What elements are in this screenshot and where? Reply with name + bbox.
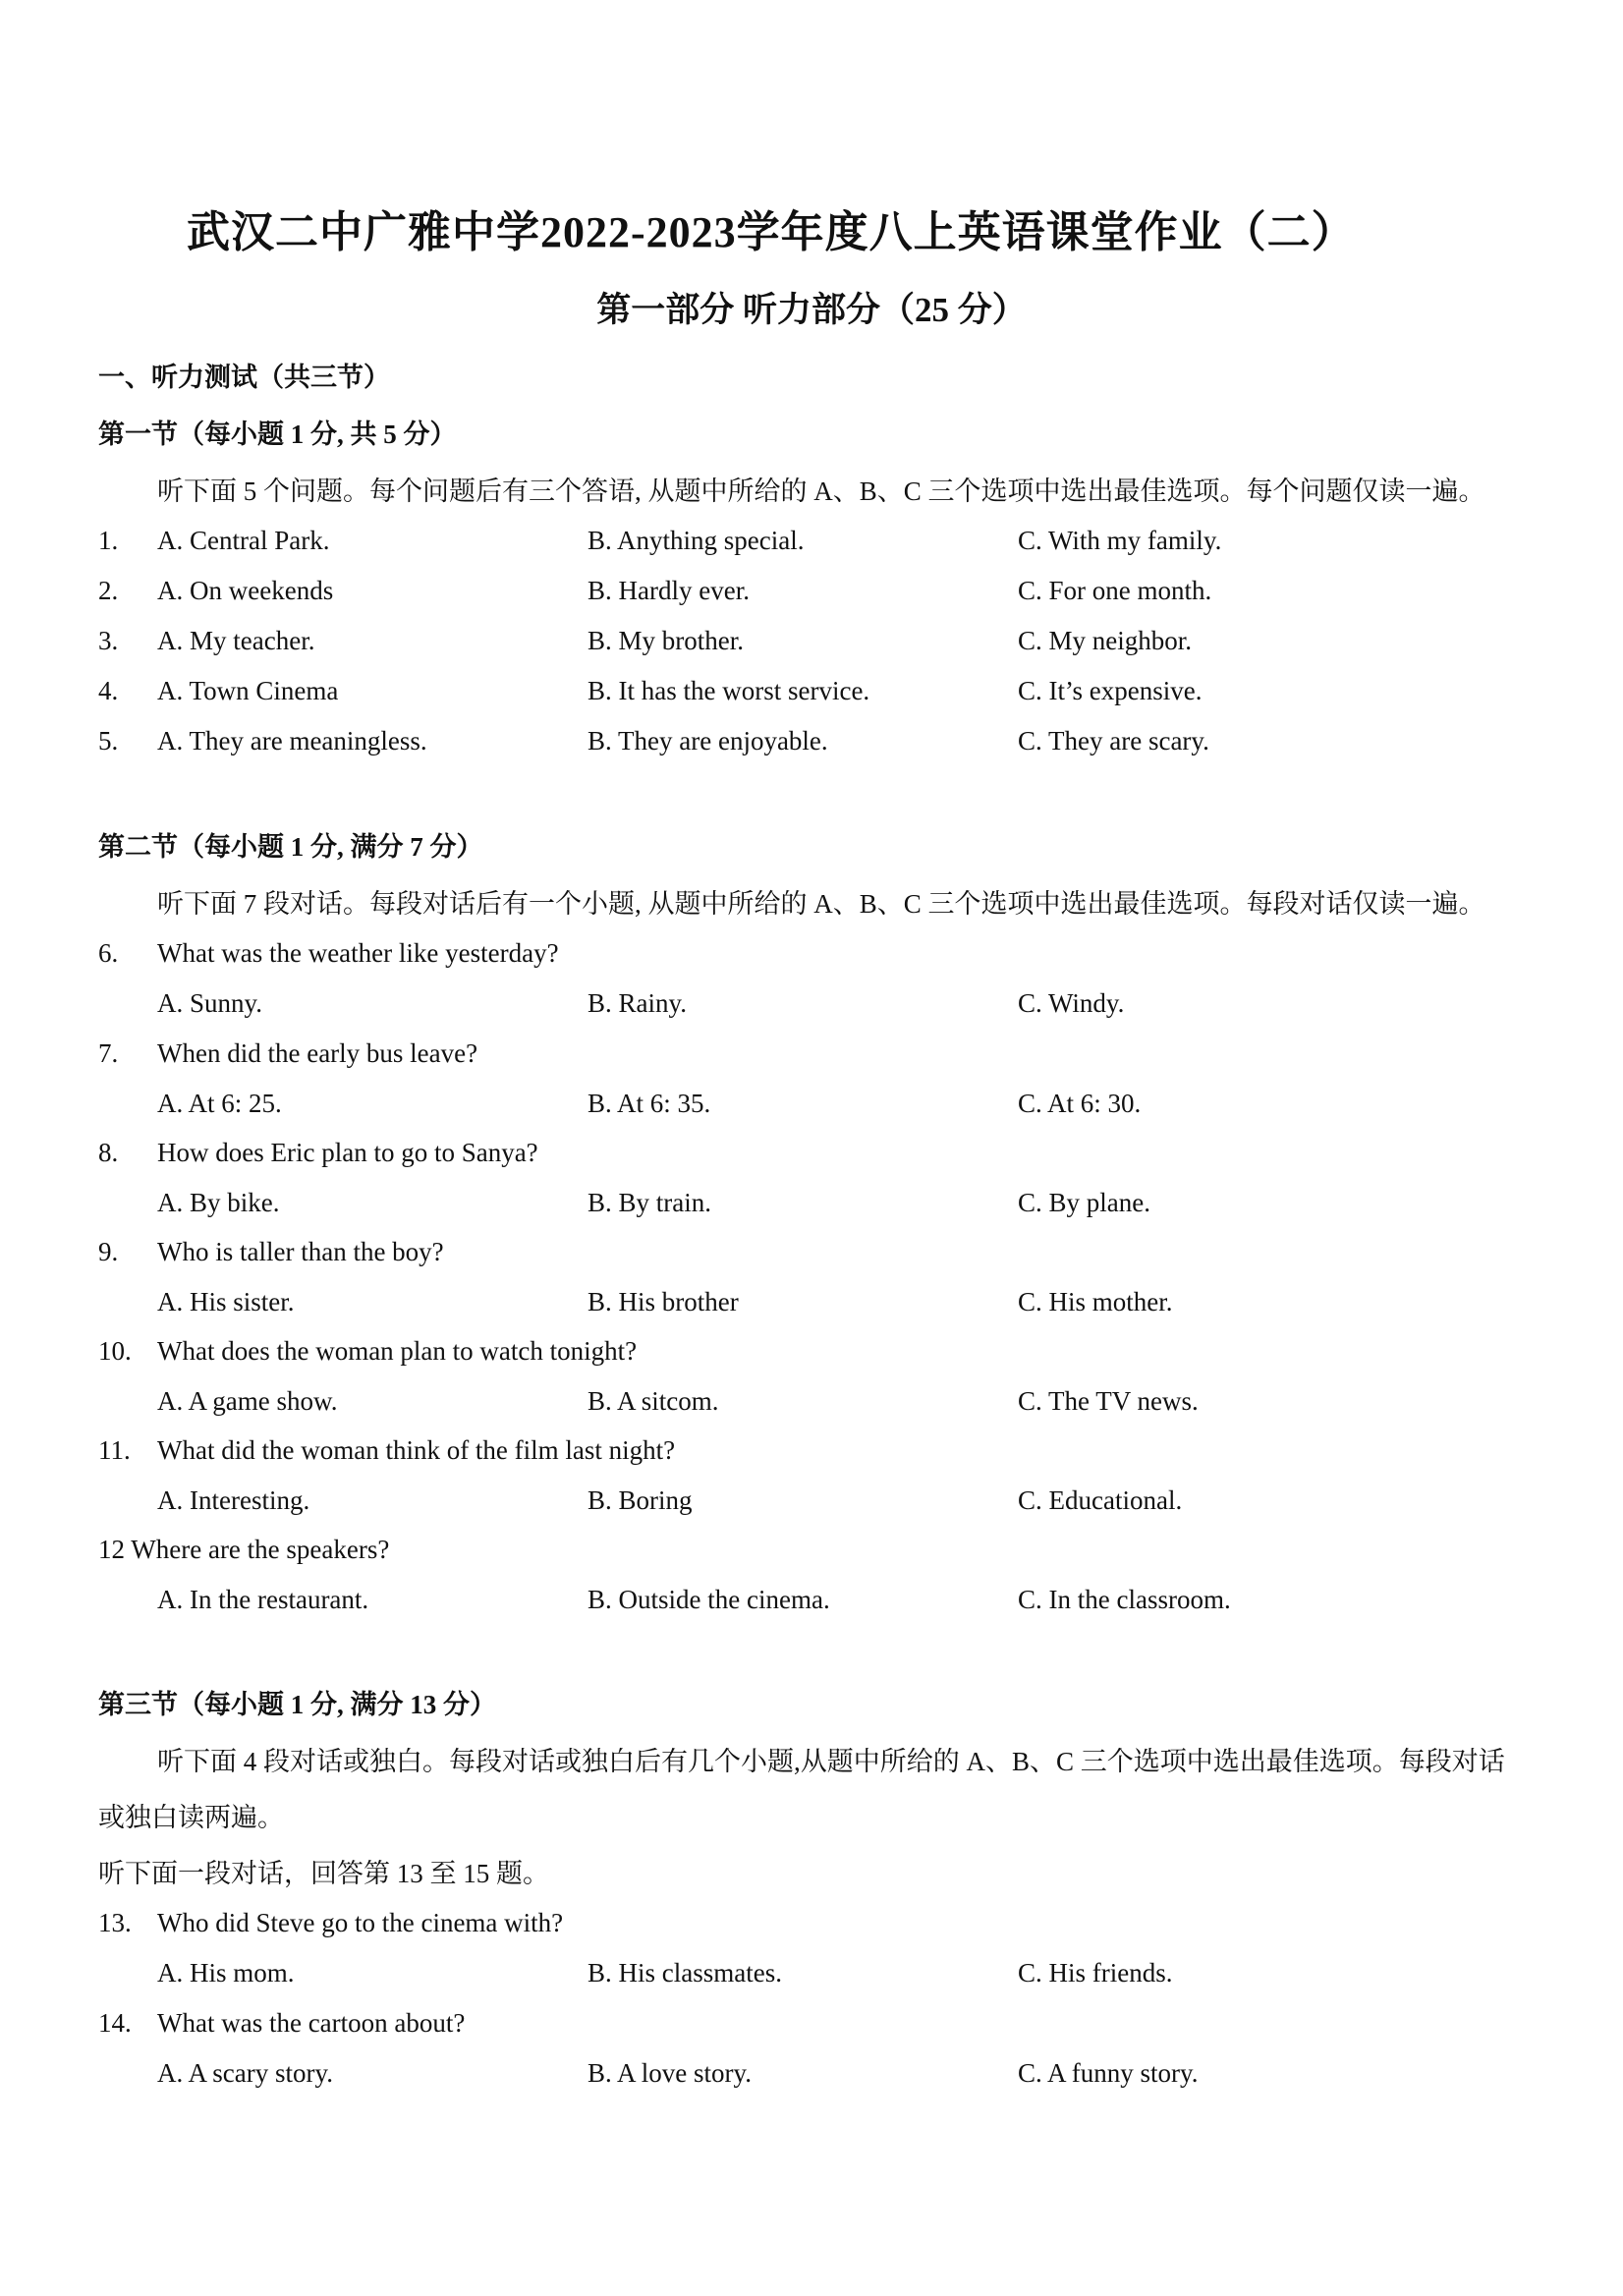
- section1-heading: 第一节（每小题 1 分, 共 5 分）: [98, 420, 457, 449]
- question-row: [0, 1908, 1623, 1947]
- question-number: 6.: [98, 938, 119, 968]
- option-a: A. At 6: 25.: [157, 1089, 282, 1118]
- question-number: 5.: [98, 726, 119, 756]
- document-title: 武汉二中广雅中学2022-2023学年度八上英语课堂作业（二）: [187, 208, 1356, 256]
- option-c: C. It’s expensive.: [1018, 676, 1203, 705]
- question-number: 12: [98, 1535, 125, 1564]
- option-a: A. His sister.: [157, 1287, 295, 1316]
- option-a: A. Town Cinema: [157, 676, 339, 705]
- section3-heading: 第三节（每小题 1 分, 满分 13 分）: [98, 1690, 496, 1719]
- option-a: A. They are meaningless.: [157, 726, 427, 756]
- question-row: [0, 1435, 1623, 1475]
- question-number: 2.: [98, 576, 119, 605]
- question-row: [0, 2008, 1623, 2047]
- question-text: Where are the speakers?: [131, 1535, 390, 1564]
- question-row: [0, 676, 1623, 715]
- question-number: 10.: [98, 1336, 132, 1366]
- question-row: [0, 1336, 1623, 1375]
- options-row: [0, 2058, 1623, 2098]
- option-b: B. A love story.: [588, 2058, 753, 2088]
- section3-sub-instruction: 听下面一段对话，回答第 13 至 15 题。: [98, 1859, 549, 1888]
- option-c: C. They are scary.: [1018, 726, 1209, 756]
- options-row: [0, 1089, 1623, 1128]
- question-number: 14.: [98, 2008, 132, 2038]
- option-b: B. At 6: 35.: [588, 1089, 711, 1118]
- option-b: B. By train.: [588, 1188, 711, 1217]
- option-c: C. Educational.: [1018, 1485, 1183, 1515]
- question-number: 7.: [98, 1038, 119, 1068]
- option-c: C. In the classroom.: [1018, 1585, 1231, 1614]
- option-b: B. His classmates.: [588, 1958, 782, 1988]
- options-row: [0, 1188, 1623, 1227]
- question-text: Who did Steve go to the cinema with?: [157, 1908, 564, 1937]
- question-text: What does the woman plan to watch tonight?: [157, 1336, 638, 1366]
- option-a: A. Sunny.: [157, 988, 263, 1018]
- option-a: A. By bike.: [157, 1188, 280, 1217]
- option-b: B. Outside the cinema.: [588, 1585, 830, 1614]
- option-a: A. A game show.: [157, 1386, 338, 1416]
- options-row: [0, 1485, 1623, 1525]
- option-c: C. The TV news.: [1018, 1386, 1199, 1416]
- option-b: B. My brother.: [588, 626, 744, 655]
- question-number: 8.: [98, 1138, 119, 1167]
- question-text: What did the woman think of the film last night?: [157, 1435, 676, 1465]
- question-text: When did the early bus leave?: [157, 1038, 478, 1068]
- option-b: B. They are enjoyable.: [588, 726, 828, 756]
- option-c: C. My neighbor.: [1018, 626, 1193, 655]
- option-c: C. By plane.: [1018, 1188, 1150, 1217]
- question-row: [0, 726, 1623, 765]
- option-a: A. A scary story.: [157, 2058, 333, 2088]
- options-row: [0, 1585, 1623, 1624]
- option-b: B. Anything special.: [588, 526, 805, 555]
- option-c: C. For one month.: [1018, 576, 1212, 605]
- question-row: [0, 1038, 1623, 1078]
- question-number: 11.: [98, 1435, 131, 1465]
- option-c: C. A funny story.: [1018, 2058, 1199, 2088]
- question-row: [0, 526, 1623, 565]
- option-b: B. Rainy.: [588, 988, 687, 1018]
- option-a: A. In the restaurant.: [157, 1585, 369, 1614]
- question-number: 13.: [98, 1908, 132, 1937]
- part-title: 第一部分 听力部分（25 分）: [596, 291, 1027, 329]
- option-a: A. On weekends: [157, 576, 334, 605]
- options-row: [0, 1386, 1623, 1426]
- option-b: B. Boring: [588, 1485, 693, 1515]
- question-text: Who is taller than the boy?: [157, 1237, 444, 1266]
- option-b: B. Hardly ever.: [588, 576, 750, 605]
- option-a: A. Central Park.: [157, 526, 330, 555]
- question-number: 4.: [98, 676, 119, 705]
- question-number-and-text: [98, 1535, 389, 1565]
- options-row: [0, 988, 1623, 1028]
- part1-heading: 一、听力测试（共三节）: [98, 363, 390, 392]
- question-row: [0, 1237, 1623, 1276]
- option-c: C. Windy.: [1018, 988, 1125, 1018]
- options-row: [0, 1287, 1623, 1326]
- question-number: 9.: [98, 1237, 119, 1266]
- question-text: What was the weather like yesterday?: [157, 938, 559, 968]
- question-row: [0, 626, 1623, 665]
- option-a: A. My teacher.: [157, 626, 315, 655]
- option-b: B. It has the worst service.: [588, 676, 870, 705]
- option-b: B. His brother: [588, 1287, 739, 1316]
- option-c: C. At 6: 30.: [1018, 1089, 1142, 1118]
- question-text: How does Eric plan to go to Sanya?: [157, 1138, 538, 1167]
- section1-instruction: 听下面 5 个问题。每个问题后有三个答语, 从题中所给的 A、B、C 三个选项中选出最佳选项。每个问题仅读一遍。: [157, 476, 1485, 506]
- section2-instruction: 听下面 7 段对话。每段对话后有一个小题, 从题中所给的 A、B、C 三个选项中选出最佳选项。每段对话仅读一遍。: [157, 889, 1485, 919]
- option-a: A. Interesting.: [157, 1485, 310, 1515]
- option-a: A. His mom.: [157, 1958, 295, 1988]
- option-b: B. A sitcom.: [588, 1386, 719, 1416]
- option-c: C. With my family.: [1018, 526, 1222, 555]
- option-c: C. His mother.: [1018, 1287, 1173, 1316]
- question-number: 3.: [98, 626, 119, 655]
- question-row: [0, 1535, 1623, 1574]
- options-row: [0, 1958, 1623, 1997]
- section3-instruction-continued: 或独白读两遍。: [98, 1803, 284, 1832]
- question-row: [0, 938, 1623, 978]
- option-c: C. His friends.: [1018, 1958, 1173, 1988]
- section3-instruction: 听下面 4 段对话或独白。每段对话或独白后有几个小题,从题中所给的 A、B、C 三个选项中选出最佳选项。每段对话: [157, 1747, 1505, 1776]
- question-text: What was the cartoon about?: [157, 2008, 466, 2038]
- question-row: [0, 1138, 1623, 1177]
- section2-heading: 第二节（每小题 1 分, 满分 7 分）: [98, 832, 483, 862]
- question-row: [0, 576, 1623, 615]
- question-number: 1.: [98, 526, 119, 555]
